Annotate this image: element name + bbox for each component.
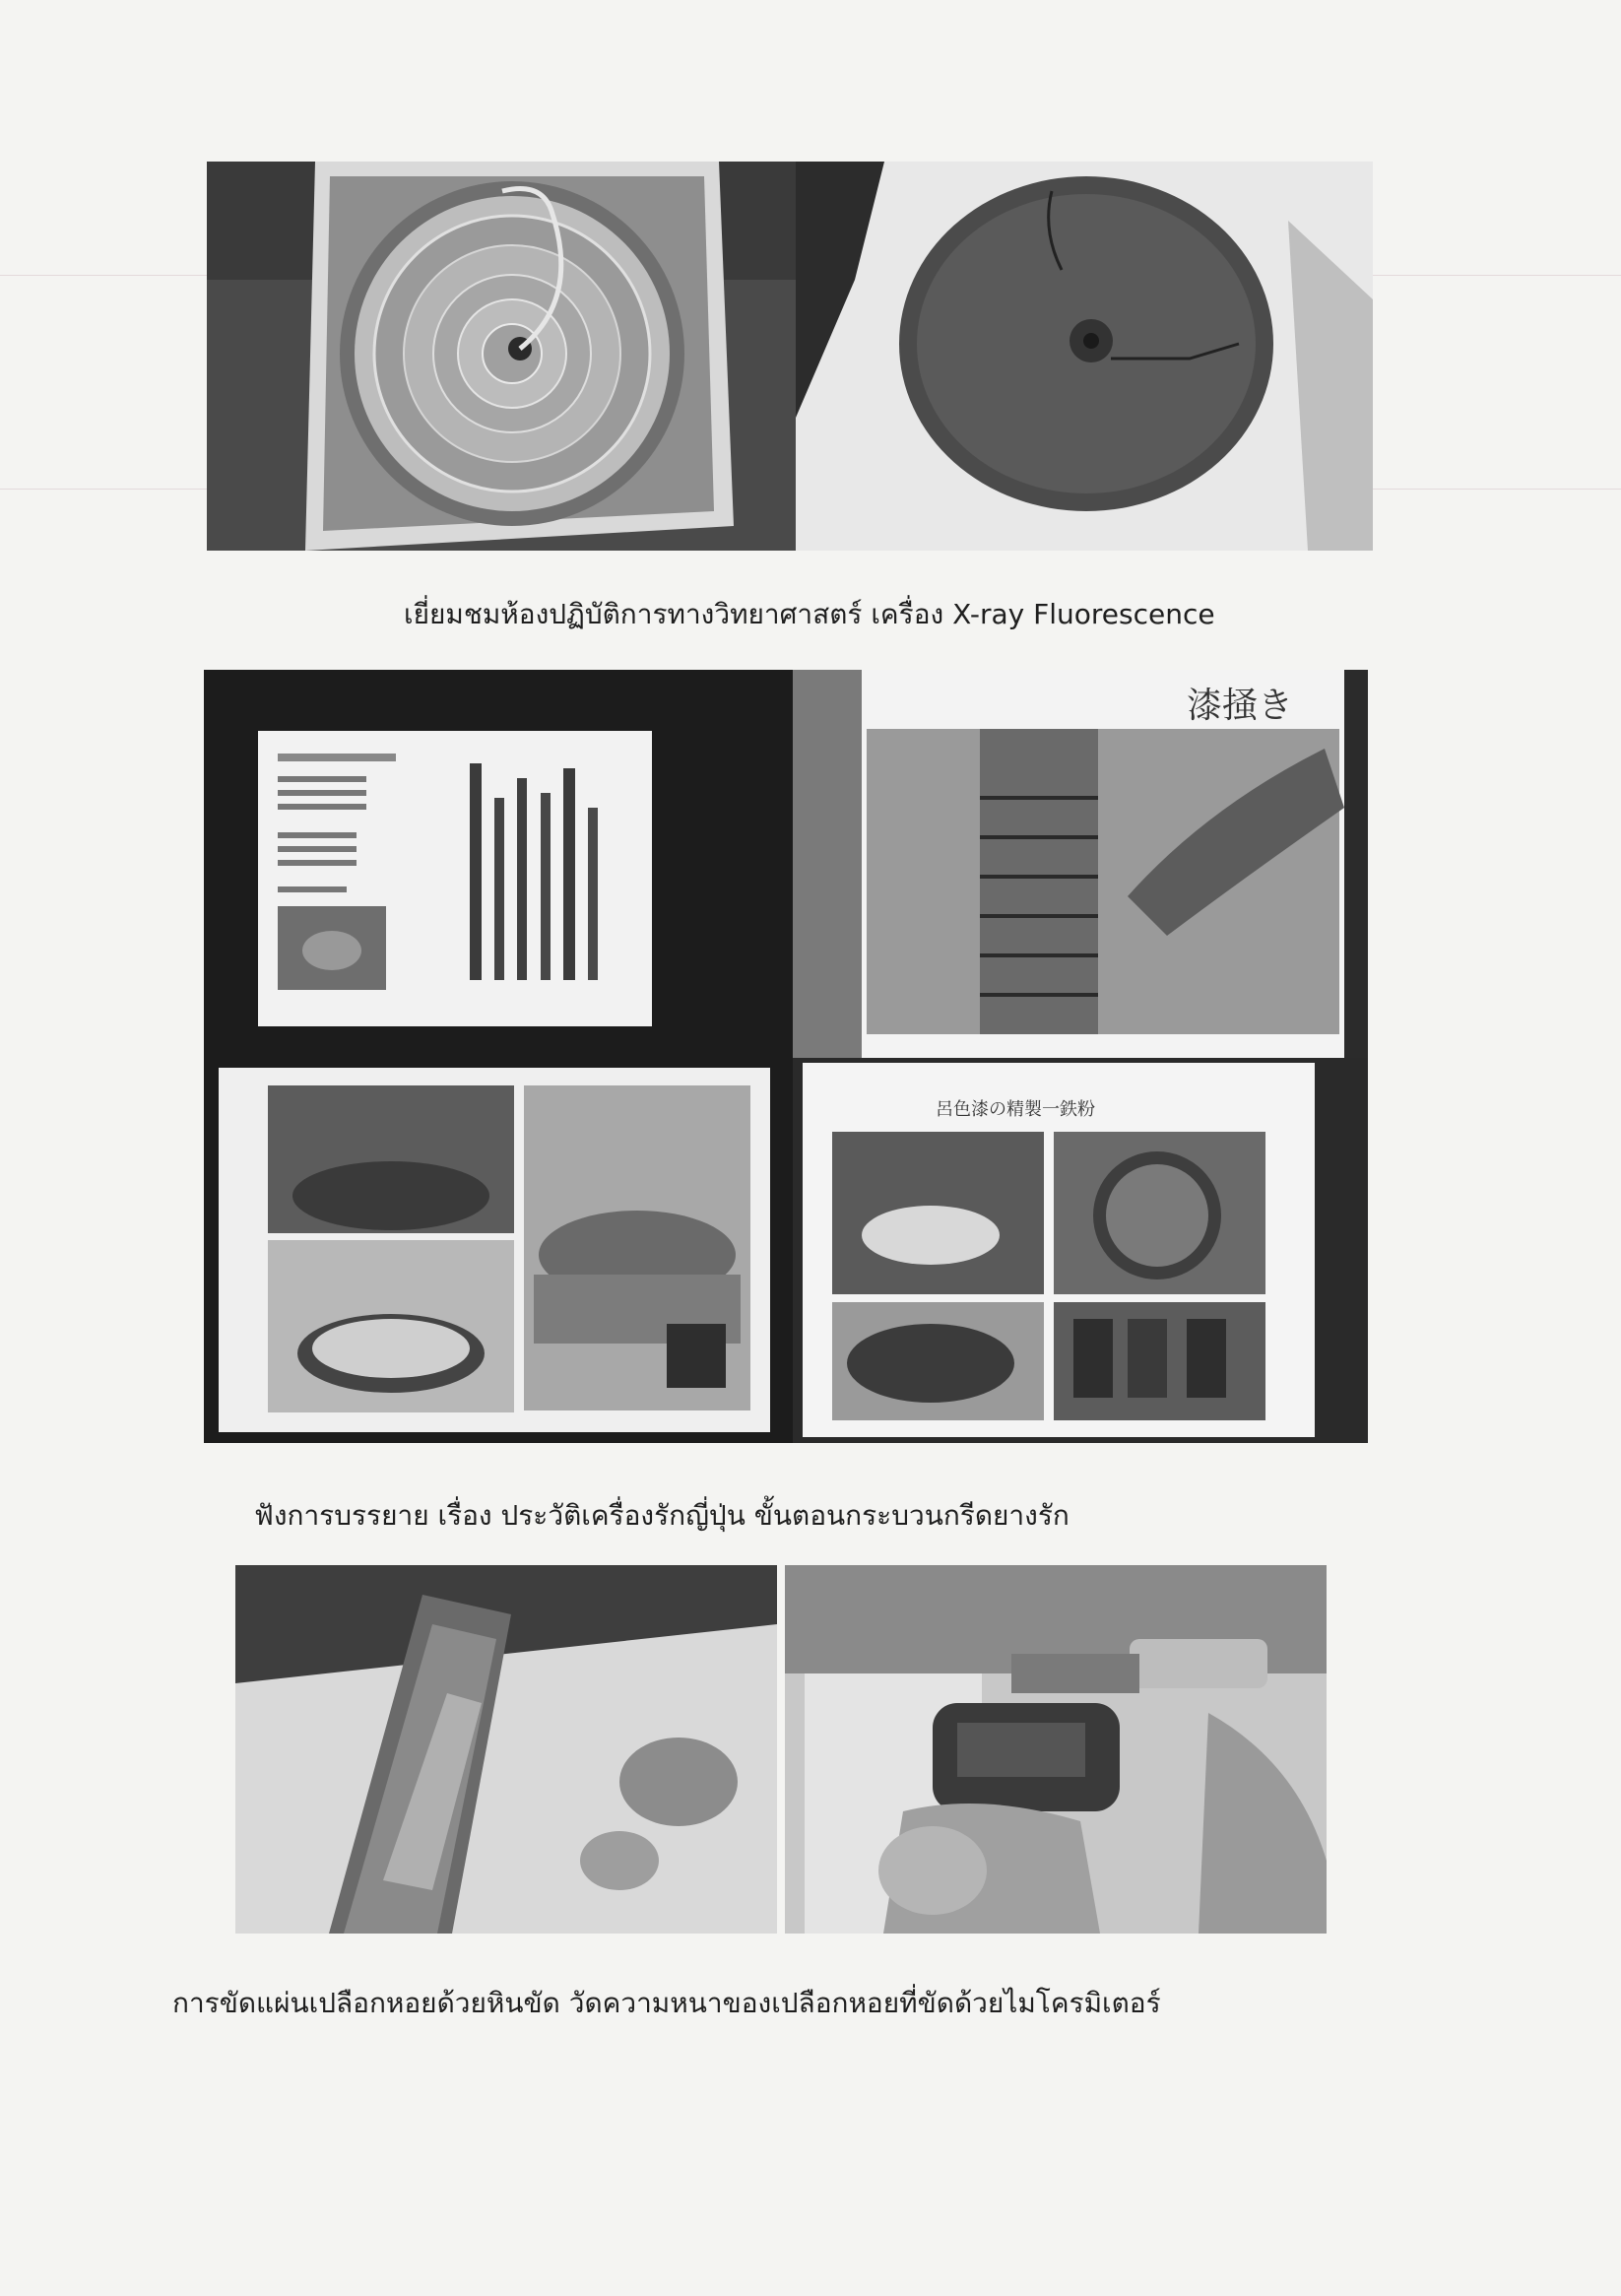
caption-lecture: ฟังการบรรยาย เรื่อง ประวัติเครื่องรักญี่ปุ่น ขั้นตอนกระบวนกรีดยางรัก <box>254 1499 1070 1532</box>
caption-polishing: การขัดแผ่นเปลือกหอยด้วยหินขัด วัดความหนาของเปลือกหอยที่ขัดด้วยไมโครมิเตอร์ <box>172 1987 1161 2019</box>
photo-lacquer-tapping-slide <box>793 670 1368 1058</box>
photo-decorated-mirror <box>207 162 796 551</box>
photo-iron-powder-slide <box>793 1058 1368 1443</box>
photo-polishing-stone <box>235 1565 777 1934</box>
photo-micrometer <box>785 1565 1327 1934</box>
slide-title-refining: 呂色漆の精製一鉄粉 <box>936 1099 1095 1120</box>
photo-corroded-mirror <box>796 162 1373 551</box>
caption-xrf: เยี่ยมชมห้องปฏิบัติการทางวิทยาศาสตร์ เครื่อง X-ray Fluorescence <box>404 598 1215 630</box>
slide-title-tapping: 漆掻き <box>1187 686 1294 726</box>
photo-lacquer-refining-slide <box>204 1058 793 1443</box>
photo-lacquer-tools-slide <box>204 670 793 1058</box>
